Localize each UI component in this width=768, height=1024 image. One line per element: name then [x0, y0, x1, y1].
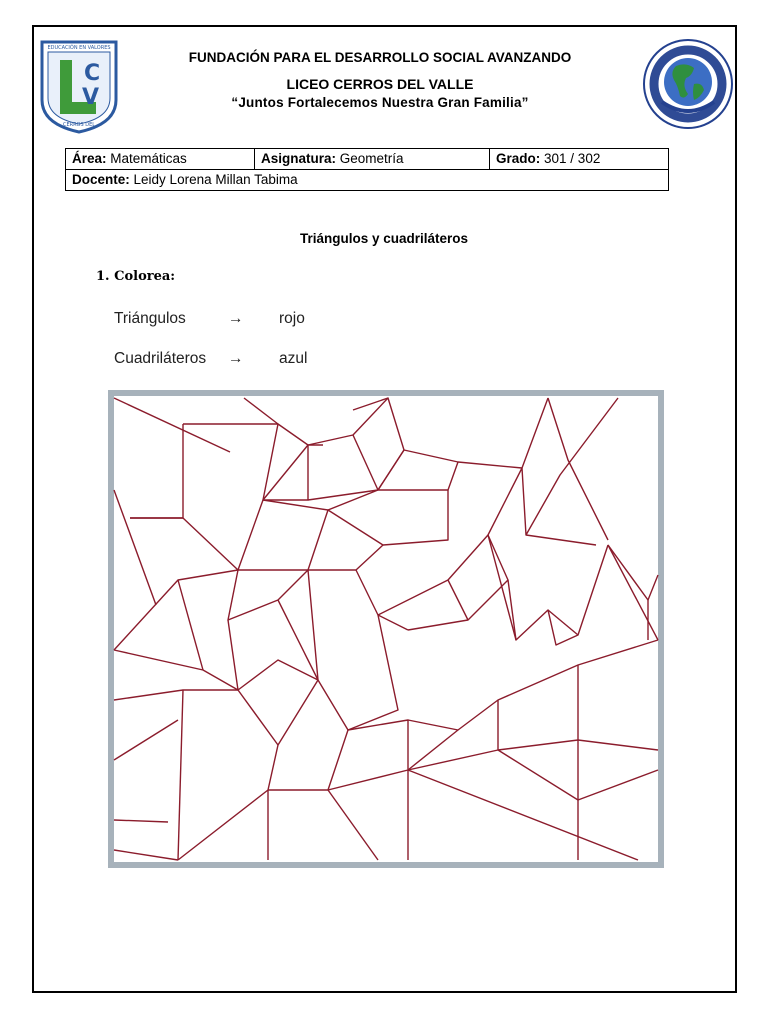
- subject-label: Asignatura:: [261, 151, 337, 166]
- school-shield-logo: [38, 38, 120, 134]
- question-number: 1.: [96, 269, 110, 284]
- shape-name: Cuadriláteros: [114, 350, 207, 367]
- question-1: [96, 269, 175, 284]
- area-cell: [66, 149, 255, 170]
- grade-cell: [490, 149, 669, 170]
- teacher-value: Leidy Lorena Millan Tabima: [133, 172, 298, 187]
- section-title: Triángulos y cuadriláteros: [299, 231, 469, 246]
- shape-name: Triángulos: [114, 310, 186, 327]
- grade-label: Grado:: [496, 151, 541, 166]
- info-table: [65, 148, 669, 191]
- question-label: Colorea:: [114, 269, 176, 284]
- svg-text:CERROS DEL: CERROS DEL: [62, 122, 96, 128]
- area-value: Matemáticas: [110, 151, 187, 166]
- arrow-icon: →: [228, 310, 244, 327]
- svg-text:EDUCACIÓN EN VALORES: EDUCACIÓN EN VALORES: [47, 45, 111, 51]
- teacher-label: Docente:: [72, 172, 130, 187]
- shapes-coloring-puzzle[interactable]: [108, 390, 664, 868]
- school-motto: “Juntos Fortalecemos Nuestra Gran Familia”: [231, 95, 529, 110]
- area-label: Área:: [72, 151, 107, 166]
- arrow-icon: →: [228, 350, 244, 367]
- subject-value: Geometría: [339, 151, 404, 166]
- foundation-globe-logo: [642, 38, 734, 130]
- svg-text:V: V: [82, 85, 100, 110]
- info-row-teacher: [66, 170, 669, 191]
- foundation-name: FUNDACIÓN PARA EL DESARROLLO SOCIAL AVANZANDO: [188, 50, 572, 65]
- svg-text:C: C: [84, 61, 101, 86]
- school-name: LICEO CERROS DEL VALLE: [286, 76, 474, 92]
- subject-cell: [255, 149, 490, 170]
- grade-value: 301 / 302: [544, 151, 601, 166]
- color-name: rojo: [279, 310, 305, 327]
- info-row-subject: [66, 149, 669, 170]
- teacher-cell: [66, 170, 669, 191]
- color-name: azul: [279, 350, 308, 367]
